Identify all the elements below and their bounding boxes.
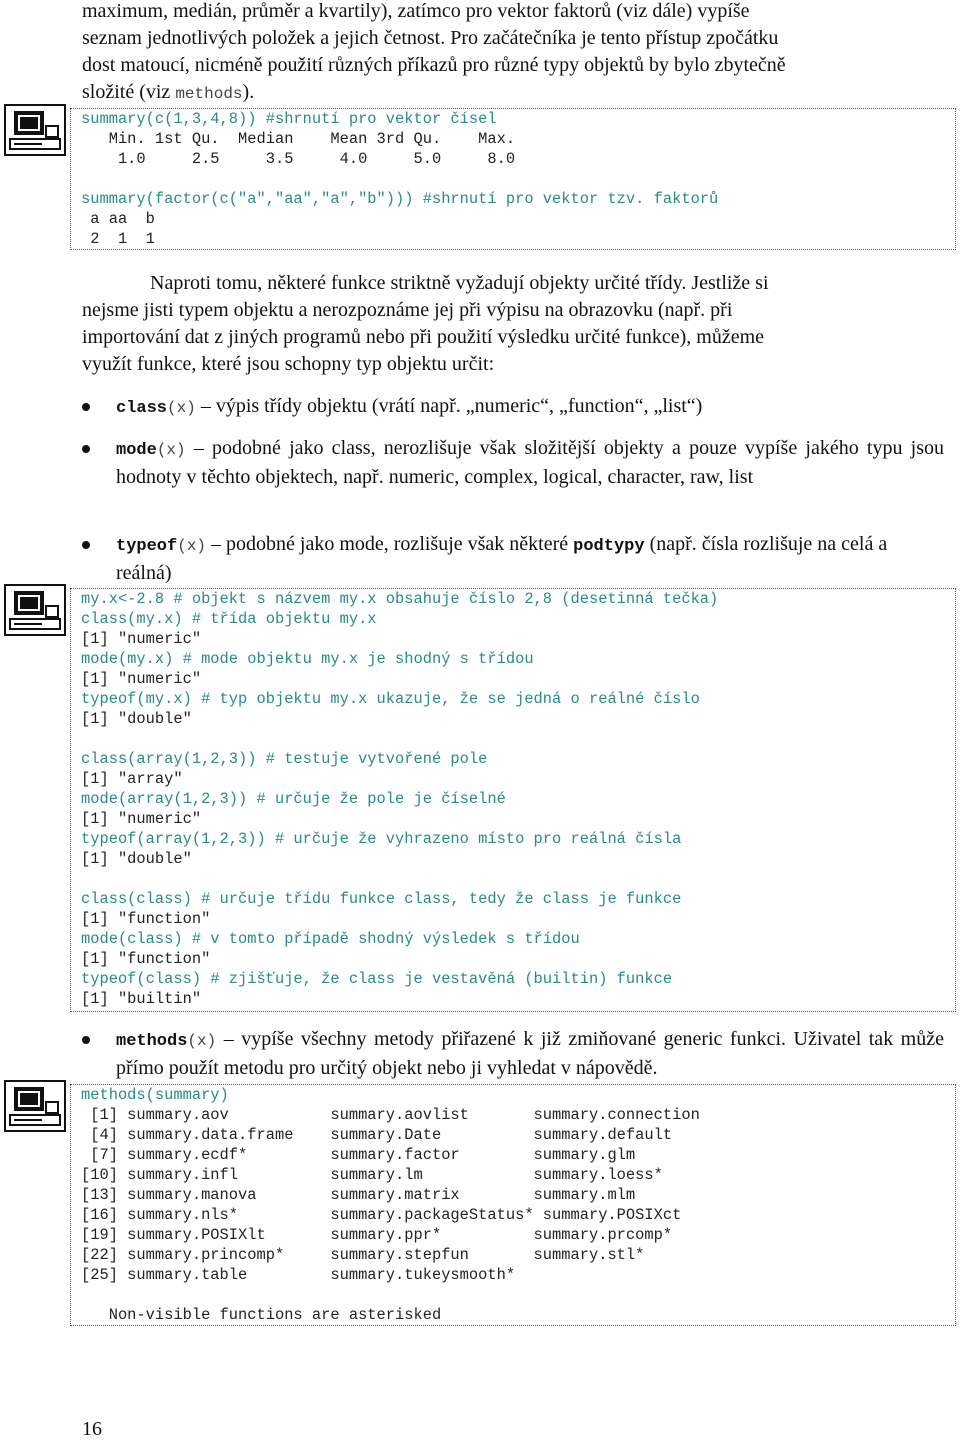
methods-arg: (x) (187, 1032, 217, 1050)
code-output-line: [19] summary.POSIXlt summary.ppr* summary.prcomp* (81, 1226, 673, 1244)
p2-line-1: Naproti tomu, některé funkce striktně vyžadují objekty určité třídy. Jestliže si (150, 272, 769, 294)
intro-line-4-post: ). (242, 81, 255, 103)
class-arg: (x) (167, 399, 196, 417)
intro-line-4 (82, 79, 944, 108)
code-blank-line (81, 869, 955, 889)
code-block-class-mode-typeof (70, 588, 956, 1012)
bullet-mode (82, 435, 944, 491)
code-command-line: my.x<-2.8 # objekt s názvem my.x obsahuje číslo 2,8 (desetinná tečka) (81, 590, 719, 608)
code-command-line: mode(array(1,2,3)) # určuje že pole je číselné (81, 790, 506, 808)
p2-line-3: importování dat z jiných programů nebo při použití výsledku určité funkce), můžeme (82, 326, 765, 348)
code-output-line: [1] "function" (81, 910, 211, 928)
code-output-line: [1] "numeric" (81, 810, 202, 828)
code-output-line: [1] summary.aov summary.aovlist summary.connection (81, 1106, 700, 1124)
code-output-line: [22] summary.princomp* summary.stepfun summary.stl* (81, 1246, 645, 1264)
p2-line-4: využít funkce, které jsou schopny typ objektu určit: (82, 353, 495, 375)
code-output-line: 2 1 1 (81, 230, 165, 248)
code-command-line: summary(c(1,3,4,8)) #shrnutí pro vektor čísel (81, 110, 497, 128)
mode-description: – podobné jako class, nerozlišuje však složitější objekty a pouze vypíše jakého typu jsou hodnoty v těchto objektech, např. numeric, complex, logical, character, raw, list (116, 437, 944, 488)
bullet-dot (82, 541, 90, 549)
code-output-line: [13] summary.manova summary.matrix summary.mlm (81, 1186, 636, 1204)
computer-icon (4, 1080, 66, 1132)
code-output-line: Non-visible functions are asterisked (81, 1306, 442, 1324)
code-output-line: [4] summary.data.frame summary.Date summary.default (81, 1126, 673, 1144)
code-output-line: [1] "function" (81, 950, 211, 968)
typeof-description-pre: – podobné jako mode, rozlišuje však některé (206, 533, 574, 555)
code-command-line: summary(factor(c("a","aa","a","b"))) #shrnutí pro vektor tzv. faktorů (81, 190, 719, 208)
code-command-line: methods(summary) (81, 1086, 229, 1104)
code-command-line: typeof(my.x) # typ objektu my.x ukazuje, že se jedná o reálné číslo (81, 690, 700, 708)
code-command-line: class(my.x) # třída objektu my.x (81, 610, 377, 628)
computer-icon (4, 584, 66, 636)
code-blank-line (81, 169, 955, 189)
p2-line-2: nejsme jisti typem objektu a nerozpoznáme jej při výpisu na obrazovku (např. při (82, 299, 733, 321)
code-block-methods-summary (70, 1084, 956, 1326)
bullet-dot (82, 1036, 90, 1044)
intro-line-2: seznam jednotlivých položek a jejich četnost. Pro začátečníka je tento přístup zpočátku (82, 27, 779, 49)
typeof-function-name: typeof (116, 537, 178, 556)
bullet-dot (82, 403, 90, 411)
code-output-line: 1.0 2.5 3.5 4.0 5.0 8.0 (81, 150, 525, 168)
code-output-line: Min. 1st Qu. Median Mean 3rd Qu. Max. (81, 130, 525, 148)
code-command-line: class(class) # určuje třídu funkce class, tedy že class je funkce (81, 890, 682, 908)
code-output-line: [1] "array" (81, 770, 183, 788)
bullet-class (82, 393, 944, 422)
code-blank-line (81, 729, 955, 749)
code-block-summary (70, 108, 956, 250)
intro-line-4-pre: složité (viz (82, 81, 176, 103)
code-output-line: [10] summary.infl summary.lm summary.loess* (81, 1166, 663, 1184)
code-output-line: [1] "numeric" (81, 670, 202, 688)
intro-paragraph (82, 0, 944, 108)
methods-inline-code: methods (175, 85, 243, 103)
class-function-name: class (116, 399, 168, 418)
mode-function-name: mode (116, 441, 157, 460)
code-command-line: mode(my.x) # mode objektu my.x je shodný s třídou (81, 650, 534, 668)
computer-icon (4, 104, 66, 156)
code-output-line: [1] "double" (81, 850, 192, 868)
code-output-line: [25] summary.table summary.tukeysmooth* (81, 1266, 516, 1284)
methods-function-name: methods (116, 1032, 188, 1051)
code-command-line: typeof(array(1,2,3)) # určuje že vyhrazeno místo pro reálná čísla (81, 830, 682, 848)
code-blank-line (81, 1285, 955, 1305)
typeof-description-post: (např. čísla rozlišuje na celá a reálná) (116, 533, 888, 584)
code-command-line: mode(class) # v tomto případě shodný výsledek s třídou (81, 930, 580, 948)
code-output-line: [7] summary.ecdf* summary.factor summary.glm (81, 1146, 636, 1164)
code-output-line: a aa b (81, 210, 165, 228)
intro-line-1: maximum, medián, průměr a kvartily), zatímco pro vektor faktorů (viz dále) vypíše (82, 0, 750, 22)
code-output-line: [1] "builtin" (81, 990, 202, 1008)
page-number: 16 (82, 1418, 102, 1440)
code-command-line: typeof(class) # zjišťuje, že class je vestavěná (builtin) funkce (81, 970, 673, 988)
code-command-line: class(array(1,2,3)) # testuje vytvořené pole (81, 750, 488, 768)
code-output-line: [16] summary.nls* summary.packageStatus* summary.POSIXct (81, 1206, 682, 1224)
bullet-dot (82, 445, 90, 453)
methods-description: – vypíše všechny metody přiřazené k již zmiňované generic funkci. Uživatel tak může přímo použít metodu pro určitý objekt nebo ji vyhledat v nápovědě. (116, 1028, 944, 1079)
code-output-line: [1] "double" (81, 710, 192, 728)
typeof-arg: (x) (177, 537, 207, 555)
intro-line-3: dost matoucí, nicméně použití různých příkazů pro různé typy objektů by bylo zbytečně (82, 54, 786, 76)
class-description: – výpis třídy objektu (vrátí např. „numeric“, „function“, „list“) (195, 395, 703, 417)
podtypy-keyword: podtypy (573, 537, 645, 556)
code-output-line: [1] "numeric" (81, 630, 202, 648)
paragraph-object-types (82, 270, 944, 378)
bullet-methods (82, 1026, 944, 1082)
mode-arg: (x) (156, 441, 186, 459)
bullet-typeof (82, 531, 944, 587)
